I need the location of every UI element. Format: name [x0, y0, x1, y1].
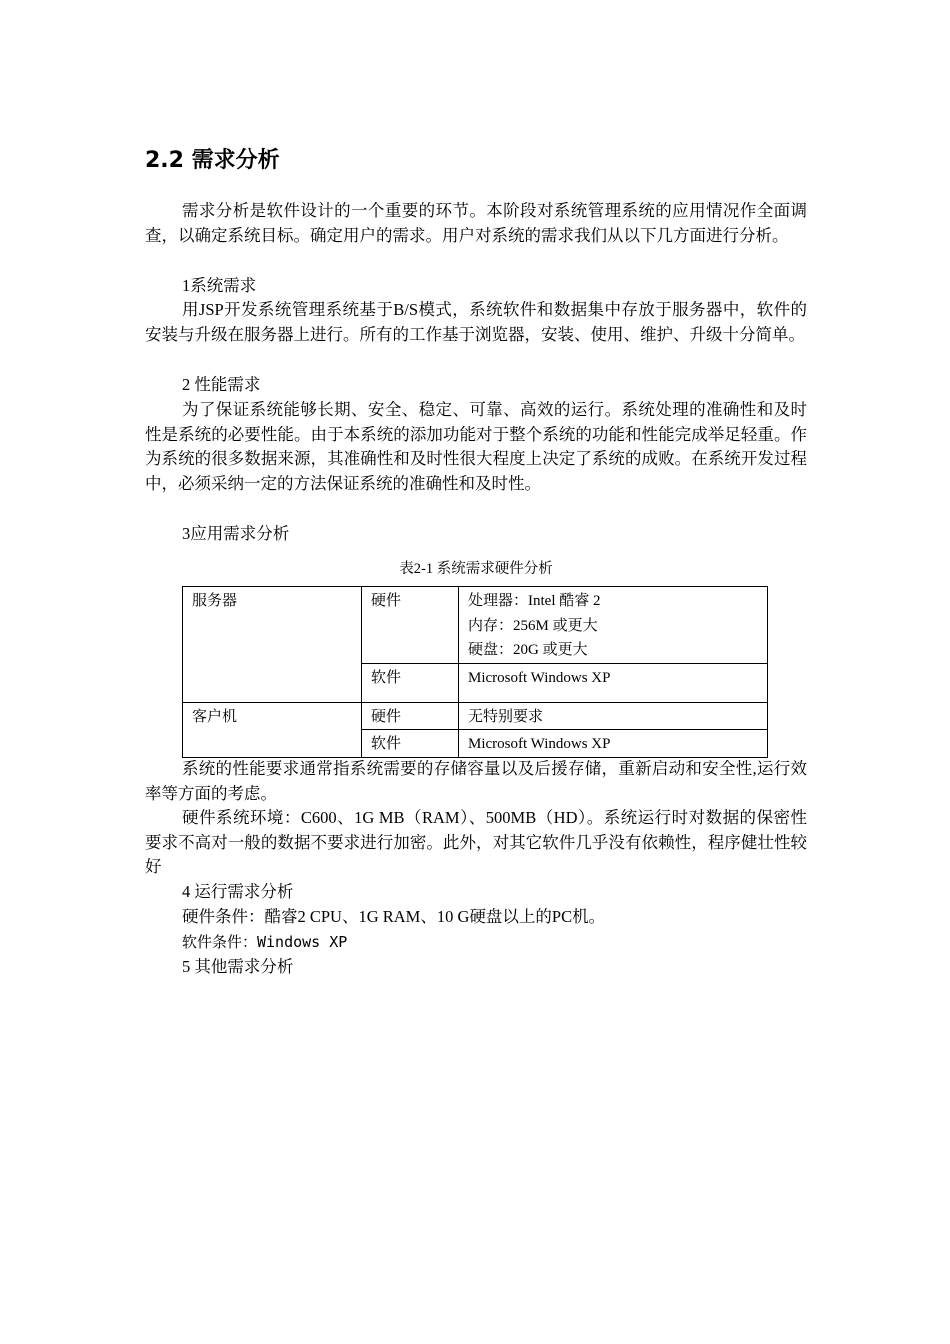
software-condition-line: 软件条件：Windows XP	[182, 933, 348, 951]
client-software-spec-cell: Microsoft Windows XP	[459, 730, 768, 758]
section-heading: 2.2 需求分析	[145, 148, 280, 173]
table-row	[183, 587, 768, 664]
other-requirements-title: 5 其他需求分析	[182, 957, 294, 976]
client-hardware-spec-cell: 无特别要求	[459, 702, 768, 730]
server-memory-spec: 内存：256M 或更大	[468, 617, 598, 634]
runtime-requirements-title: 4 运行需求分析	[182, 882, 294, 901]
client-hardware-label-cell: 硬件	[362, 702, 459, 730]
requirements-table	[182, 586, 768, 758]
server-cell: 服务器	[183, 587, 362, 703]
table-row	[183, 702, 768, 730]
hardware-environment-paragraph: 硬件系统环境：C600、1G MB（RAM）、500MB（HD）。系统运行时对数据的保密性要求不高对一般的数据不要求进行加密。此外，对其它软件几乎没有依赖性，程序健壮性较好	[145, 808, 807, 876]
server-cpu-spec: 处理器：Intel 酷睿 2	[468, 593, 601, 609]
system-requirements-paragraph: 用JSP开发系统管理系统基于B/S模式，系统软件和数据集中存放于服务器中，软件的安装与升级在服务器上进行。所有的工作基于浏览器，安装、使用、维护、升级十分简单。	[145, 300, 807, 344]
server-hardware-spec-cell	[459, 587, 768, 664]
server-software-spec-cell: Microsoft Windows XP	[459, 663, 768, 702]
hardware-condition-line: 硬件条件：酷睿2 CPU、1G RAM、10 G硬盘以上的PC机。	[182, 907, 606, 926]
system-requirements-title: 1系统需求	[182, 276, 257, 295]
application-requirements-title: 3应用需求分析	[182, 524, 290, 543]
client-software-label-cell: 软件	[362, 730, 459, 758]
server-software-label-cell: 软件	[362, 663, 459, 702]
server-disk-spec: 硬盘：20G 或更大	[468, 642, 588, 658]
performance-requirements-title: 2 性能需求	[182, 375, 261, 394]
performance-note-paragraph: 系统的性能要求通常指系统需要的存储容量以及后援存储，重新启动和安全性,运行效率等方面的考虑。	[145, 759, 807, 803]
client-cell: 客户机	[183, 702, 362, 757]
server-hardware-label-cell: 硬件	[362, 587, 459, 664]
intro-paragraph: 需求分析是软件设计的一个重要的环节。本阶段对系统管理系统的应用情况作全面调查，以确定系统目标。确定用户的需求。用户对系统的需求我们从以下几方面进行分析。	[145, 201, 807, 245]
performance-requirements-paragraph: 为了保证系统能够长期、安全、稳定、可靠、高效的运行。系统处理的准确性和及时性是系统的必要性能。由于本系统的添加功能对于整个系统的功能和性能完成举足轻重。作为系统的很多数据来源，其准确性和及时性很大程度上决定了系统的成败。在系统开发过程中，必须采纳一定的方法保证系统的准确性和及时性。	[145, 400, 807, 493]
table-caption: 表2-1 系统需求硬件分析	[399, 561, 553, 577]
